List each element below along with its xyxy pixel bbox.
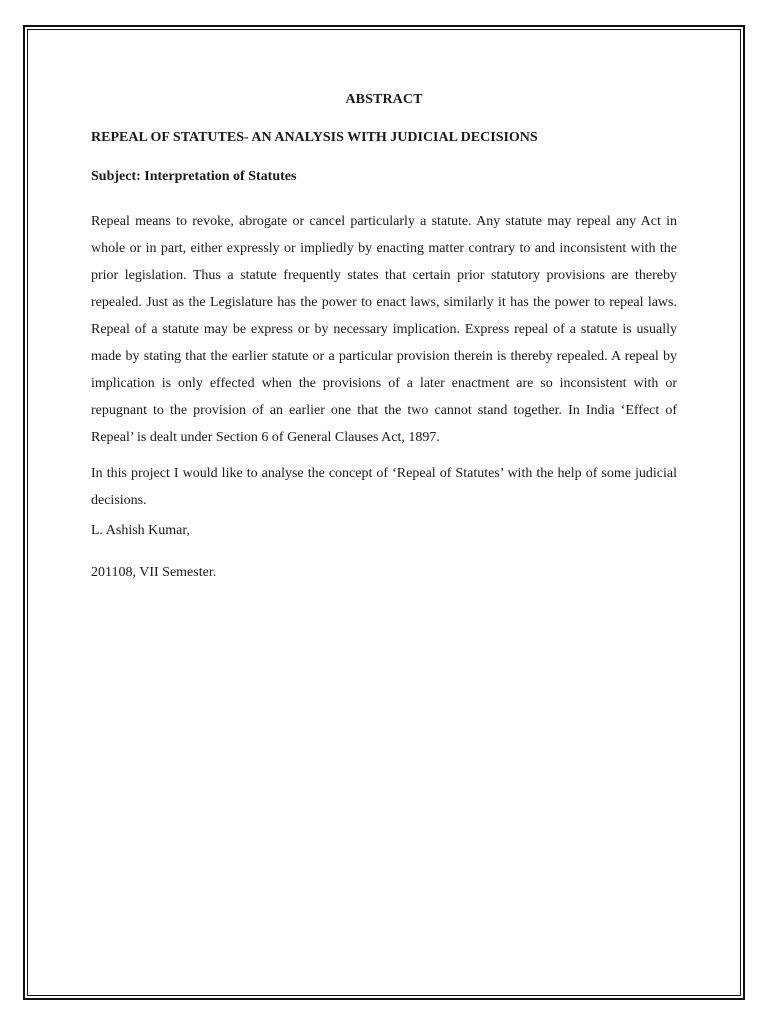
document-title: REPEAL OF STATUTES- AN ANALYSIS WITH JUDICIAL DECISIONS [91,130,538,145]
abstract-heading: ABSTRACT [345,92,423,107]
abstract-paragraph-2: In this project I would like to analyse the concept of ‘Repeal of Statutes’ with the help of some judicial decisions. [91,466,677,508]
roll-semester: 201108, VII Semester. [91,565,217,580]
abstract-paragraph-1: Repeal means to revoke, abrogate or cancel particularly a statute. Any statute may repeal any Act in whole or in part, either expressly or impliedly by enacting matter contrary to and inconsistent with the prior legislation. Thus a statute frequently states that certain prior statutory provisions are thereby repealed. Just as the Legislature has the power to enact laws, similarly it has the power to repeal laws. Repeal of a statute may be express or by necessary implication. Express repeal of a statute is usually made by stating that the earlier statute or a particular provision therein is thereby repealed. A repeal by implication is only effected when the provisions of a later enactment are so inconsistent with or repugnant to the provision of an earlier one that the two cannot stand together. In India ‘Effect of Repeal’ is dealt under Section 6 of General Clauses Act, 1897. [91,214,677,445]
subject-line: Subject: Interpretation of Statutes [91,169,297,184]
author-name: L. Ashish Kumar, [91,523,190,538]
abstract-content [91,92,677,607]
